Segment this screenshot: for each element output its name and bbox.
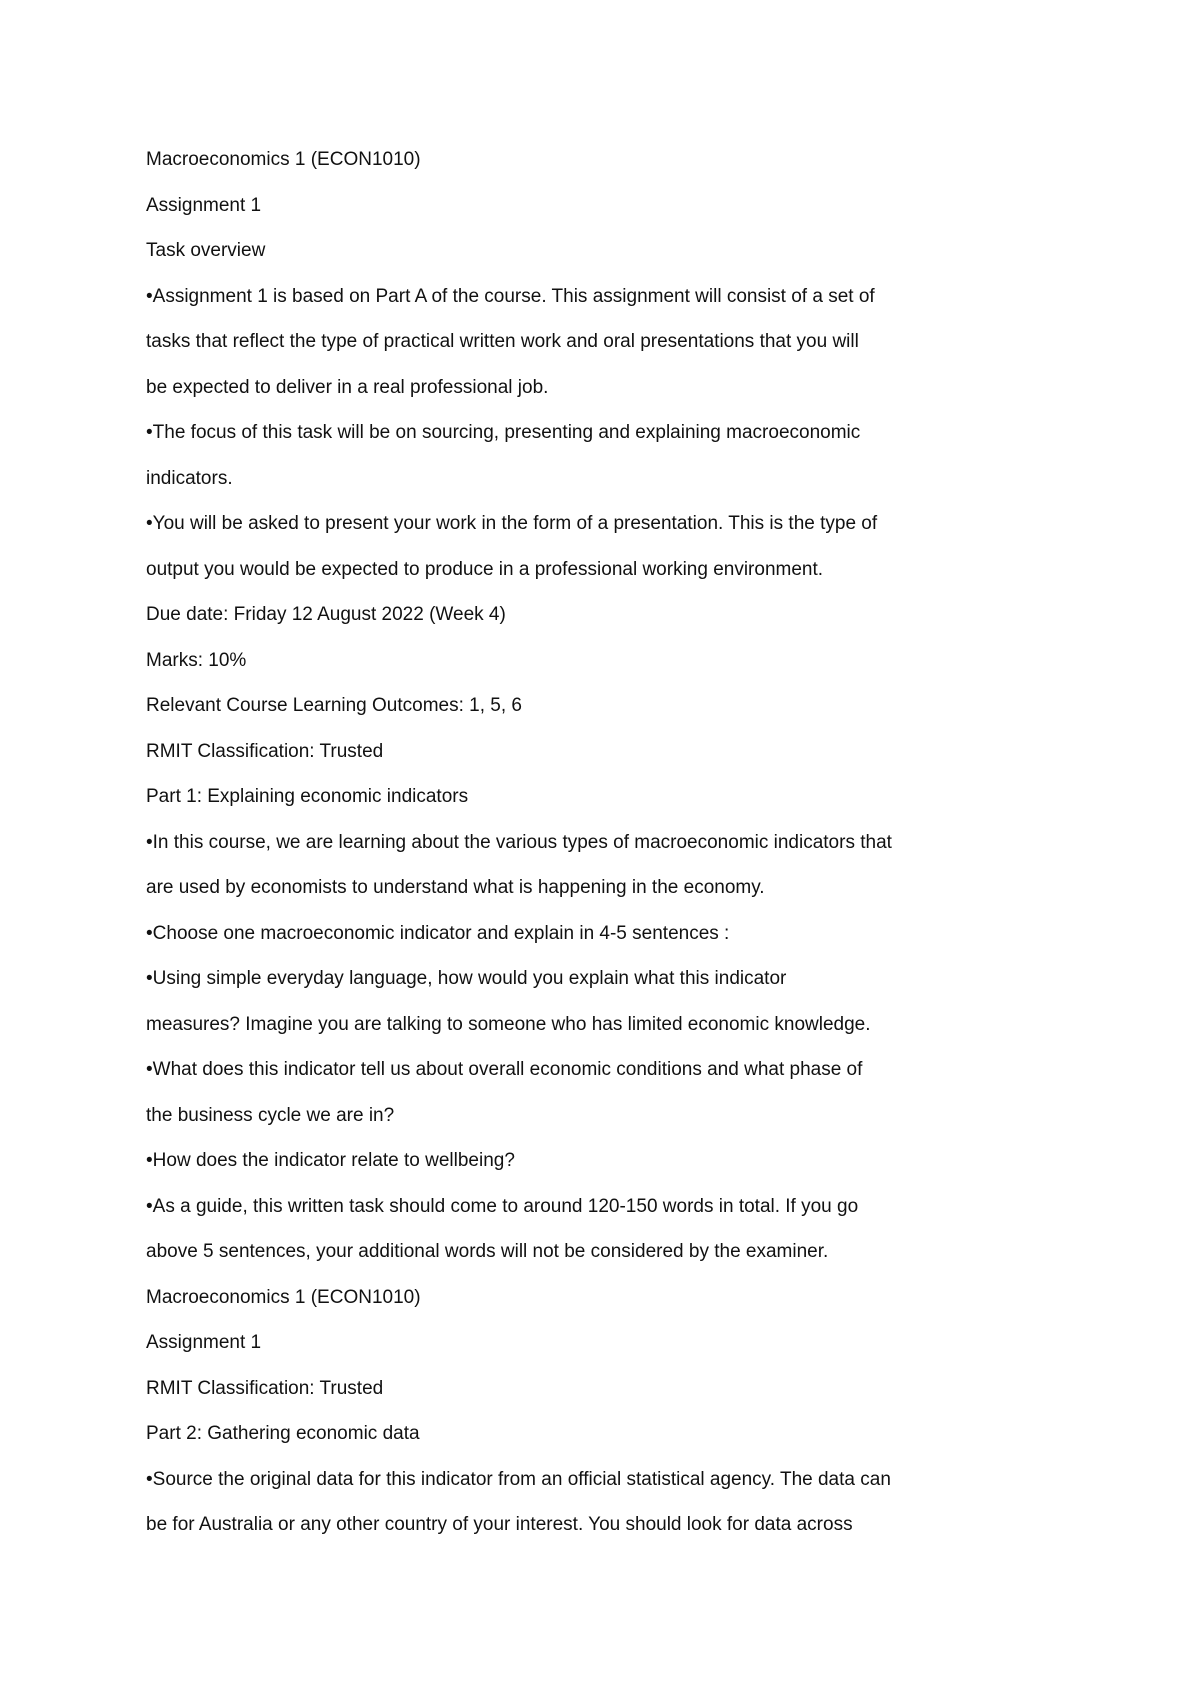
doc-line-text: tasks that reflect the type of practical written work and oral presentations that you will <box>146 331 859 352</box>
doc-line-classification: RMIT Classification: Trusted <box>146 1378 384 1399</box>
doc-line-course-title: Macroeconomics 1 (ECON1010) <box>146 149 421 170</box>
doc-line-bullet: •Choose one macroeconomic indicator and explain in 4-5 sentences : <box>146 923 730 944</box>
doc-line-due-date: Due date: Friday 12 August 2022 (Week 4) <box>146 604 506 625</box>
doc-line-part-heading: Part 2: Gathering economic data <box>146 1423 420 1444</box>
doc-line-text: measures? Imagine you are talking to someone who has limited economic knowledge. <box>146 1014 871 1035</box>
doc-line-course-title: Macroeconomics 1 (ECON1010) <box>146 1287 421 1308</box>
doc-line-bullet: •Using simple everyday language, how would you explain what this indicator <box>146 968 787 989</box>
doc-line-bullet: •Source the original data for this indicator from an official statistical agency. The data can <box>146 1469 891 1490</box>
doc-line-text: output you would be expected to produce in a professional working environment. <box>146 559 824 580</box>
doc-line-text: indicators. <box>146 468 233 489</box>
doc-line-bullet: •What does this indicator tell us about overall economic conditions and what phase of <box>146 1059 863 1080</box>
doc-line-bullet: •Assignment 1 is based on Part A of the course. This assignment will consist of a set of <box>146 286 875 307</box>
doc-line-text: the business cycle we are in? <box>146 1105 395 1126</box>
doc-line-bullet: •How does the indicator relate to wellbeing? <box>146 1150 515 1171</box>
doc-line-assignment-title: Assignment 1 <box>146 195 262 216</box>
doc-line-text: are used by economists to understand what is happening in the economy. <box>146 877 765 898</box>
doc-line-bullet: •As a guide, this written task should come to around 120-150 words in total. If you go <box>146 1196 859 1217</box>
doc-line-bullet: •The focus of this task will be on sourcing, presenting and explaining macroeconomic <box>146 422 861 443</box>
doc-line-part-heading: Part 1: Explaining economic indicators <box>146 786 469 807</box>
doc-line-text: be for Australia or any other country of your interest. You should look for data across <box>146 1514 853 1535</box>
doc-line-classification: RMIT Classification: Trusted <box>146 741 384 762</box>
doc-line-bullet: •You will be asked to present your work in the form of a presentation. This is the type of <box>146 513 878 534</box>
doc-line-text: above 5 sentences, your additional words will not be considered by the examiner. <box>146 1241 829 1262</box>
doc-line-learning-outcomes: Relevant Course Learning Outcomes: 1, 5, 6 <box>146 695 522 716</box>
doc-line-marks: Marks: 10% <box>146 650 247 671</box>
doc-line-section-heading: Task overview <box>146 240 266 261</box>
doc-line-assignment-title: Assignment 1 <box>146 1332 262 1353</box>
doc-line-bullet: •In this course, we are learning about the various types of macroeconomic indicators that <box>146 832 892 853</box>
doc-line-text: be expected to deliver in a real professional job. <box>146 377 549 398</box>
